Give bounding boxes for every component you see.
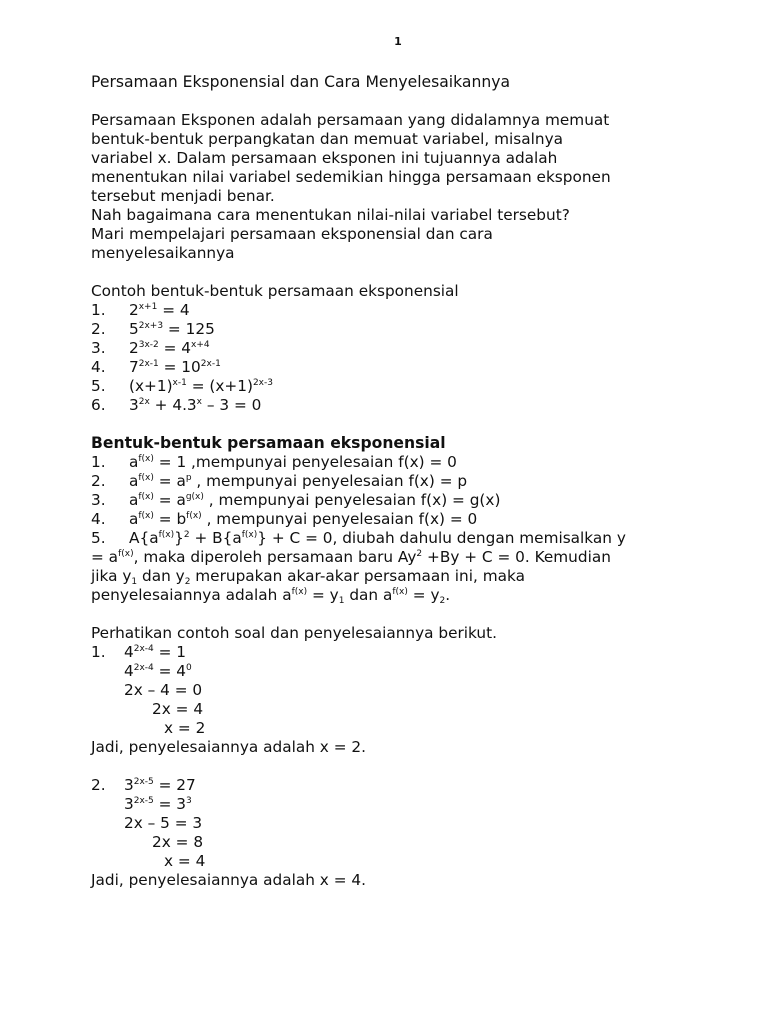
item-number: 5. [91,529,106,547]
item-text: +By + C = 0. Kemudian [422,548,611,566]
bentuk-item-cont [91,586,731,605]
exponent: 2x-3 [252,378,273,388]
base: 3 [124,795,134,813]
item-text: , maka diperoleh persamaan baru Ay [133,548,417,566]
spacer [91,263,731,282]
perhatikan-line: Perhatikan contoh soal dan penyelesaiannya berikut. [91,624,497,642]
item-text: } [174,529,184,547]
rhs: = 125 [163,320,215,338]
intro-paragraph [91,111,731,263]
bentuk-item [91,491,731,510]
item-text: + B{a [189,529,242,547]
soal-conclusion: Jadi, penyelesaiannya adalah x = 2. [91,738,366,756]
exponent: 3x-2 [138,340,159,350]
rhs: – 3 = 0 [202,396,262,414]
page-number: 1 [394,35,402,48]
exponent: 2 [416,549,423,559]
rhs: = a [153,491,186,509]
item-number: 3. [91,491,106,509]
soal-1 [91,643,731,757]
document-body [91,73,731,890]
rhs: = 27 [153,776,196,794]
document-title: Persamaan Eksponensial dan Cara Menyelesaikannya [91,73,510,91]
exponent: f(x) [291,587,308,597]
exponent: f(x) [138,511,154,521]
item-number: 4. [91,358,106,376]
item-text: = a [91,548,119,566]
exponent: 2x+3 [138,321,164,331]
soal-step: 2x – 5 = 3 [124,814,203,832]
item-number: 2. [91,320,106,338]
intro-line: Mari mempelajari persamaan eksponensial dan cara [91,225,493,243]
exponent: x-1 [172,378,187,388]
soal-step: 2x = 8 [152,833,204,851]
intro-line: menyelesaikannya [91,244,235,262]
bentuk-item [91,453,731,472]
item-number: 1. [91,301,106,319]
rhs: + 4.3 [149,396,197,414]
exponent: g(x) [185,492,204,502]
item-text: } + C = 0, diubah dahulu dengan memisalkan y [257,529,626,547]
exponent: x+1 [138,302,158,312]
intro-line: tersebut menjadi benar. [91,187,275,205]
base: 3 [124,776,134,794]
exponent: p [185,473,192,483]
soal-2 [91,776,731,890]
bentuk-item [91,510,731,529]
contoh-item [91,396,731,415]
exponent: 2 [183,530,190,540]
base: 2 [129,301,139,319]
exponent: 2x-5 [133,777,154,787]
item-text: . [445,586,451,604]
item-number: 5. [91,377,106,395]
item-text: = 1 ,mempunyai penyelesaian f(x) = 0 [153,453,457,471]
soal-step: 2x – 4 = 0 [124,681,203,699]
exponent: f(x) [158,530,175,540]
exponent: f(x) [241,530,258,540]
exponent: 2x-5 [133,796,154,806]
item-text: dan y [137,567,185,585]
item-number: 1. [91,453,106,471]
exponent: f(x) [186,511,202,521]
bentuk-item [91,529,731,548]
base: a [129,472,139,490]
item-number: 1. [91,643,106,661]
bentuk-heading: Bentuk-bentuk persamaan eksponensial [91,434,446,452]
base: 2 [129,339,139,357]
base: a [129,510,139,528]
soal-step [91,643,731,662]
item-text: penyelesaiannya adalah a [91,586,292,604]
contoh-item [91,339,731,358]
rhs: = 10 [158,358,201,376]
contoh-item [91,301,731,320]
contoh-item [91,358,731,377]
base: 4 [124,643,134,661]
contoh-item [91,320,731,339]
exponent: x+4 [191,340,210,350]
item-number: 6. [91,396,106,414]
intro-line: Persamaan Eksponen adalah persamaan yang didalamnya memuat [91,111,610,129]
item-number: 2. [91,776,106,794]
item-text: jika y [91,567,132,585]
subscript: 1 [338,596,345,606]
item-text: A{a [129,529,159,547]
exponent: f(x) [138,454,154,464]
exponent: f(x) [392,587,408,597]
exponent: 2x [138,397,150,407]
soal-step: x = 2 [164,719,206,737]
contoh-section [91,282,731,415]
base: a [129,491,139,509]
item-text: = y [407,586,440,604]
base: (x+1) [129,377,173,395]
rhs: = a [153,472,186,490]
exponent: 2x-1 [200,359,221,369]
contoh-heading: Contoh bentuk-bentuk persamaan eksponensial [91,282,459,300]
soal-step [91,662,731,681]
item-text: dan a [344,586,393,604]
subscript: 2 [184,577,191,587]
subscript: 1 [131,577,138,587]
rhs: = b [153,510,187,528]
rhs: = 1 [153,643,187,661]
exponent: 2x-1 [138,359,159,369]
exponent: f(x) [118,549,134,559]
soal-step: x = 4 [164,852,206,870]
bentuk-item-cont [91,548,731,567]
intro-line: bentuk-bentuk perpangkatan dan memuat variabel, misalnya [91,130,563,148]
base: 3 [129,396,139,414]
exponent: 0 [186,663,192,673]
spacer [91,757,731,776]
base: a [129,453,139,471]
spacer [91,92,731,111]
item-text: , mempunyai penyelesaian f(x) = g(x) [203,491,501,509]
item-text: , mempunyai penyelesaian f(x) = p [191,472,468,490]
item-text: = y [307,586,339,604]
rhs: = 4 [158,339,192,357]
exponent: 2x-4 [133,644,154,654]
rhs: = 4 [157,301,190,319]
rhs: = (x+1) [186,377,253,395]
item-number: 2. [91,472,106,490]
soal-step: 2x = 4 [152,700,204,718]
exponent: 3 [186,796,192,806]
intro-line: Nah bagaimana cara menentukan nilai-nilai variabel tersebut? [91,206,570,224]
exponent: f(x) [138,473,154,483]
subscript: 2 [439,596,446,606]
base: 4 [124,662,134,680]
spacer [91,605,731,624]
intro-line: menentukan nilai variabel sedemikian hingga persamaan eksponen [91,168,611,186]
soal-step [91,776,731,795]
item-text: , mempunyai penyelesaian f(x) = 0 [201,510,478,528]
intro-line: variabel x. Dalam persamaan eksponen ini tujuannya adalah [91,149,558,167]
soal-conclusion: Jadi, penyelesaiannya adalah x = 4. [91,871,366,889]
spacer [91,415,731,434]
rhs: = 3 [153,795,187,813]
exponent: x [196,397,202,407]
rhs: = 4 [153,662,187,680]
exponent: f(x) [138,492,154,502]
bentuk-item-cont [91,567,731,586]
item-number: 4. [91,510,106,528]
soal-step [91,795,731,814]
base: 7 [129,358,139,376]
item-text: merupakan akar-akar persamaan ini, maka [190,567,525,585]
bentuk-section [91,434,731,605]
base: 5 [129,320,139,338]
item-number: 3. [91,339,106,357]
bentuk-item [91,472,731,491]
contoh-item [91,377,731,396]
exponent: 2x-4 [133,663,154,673]
